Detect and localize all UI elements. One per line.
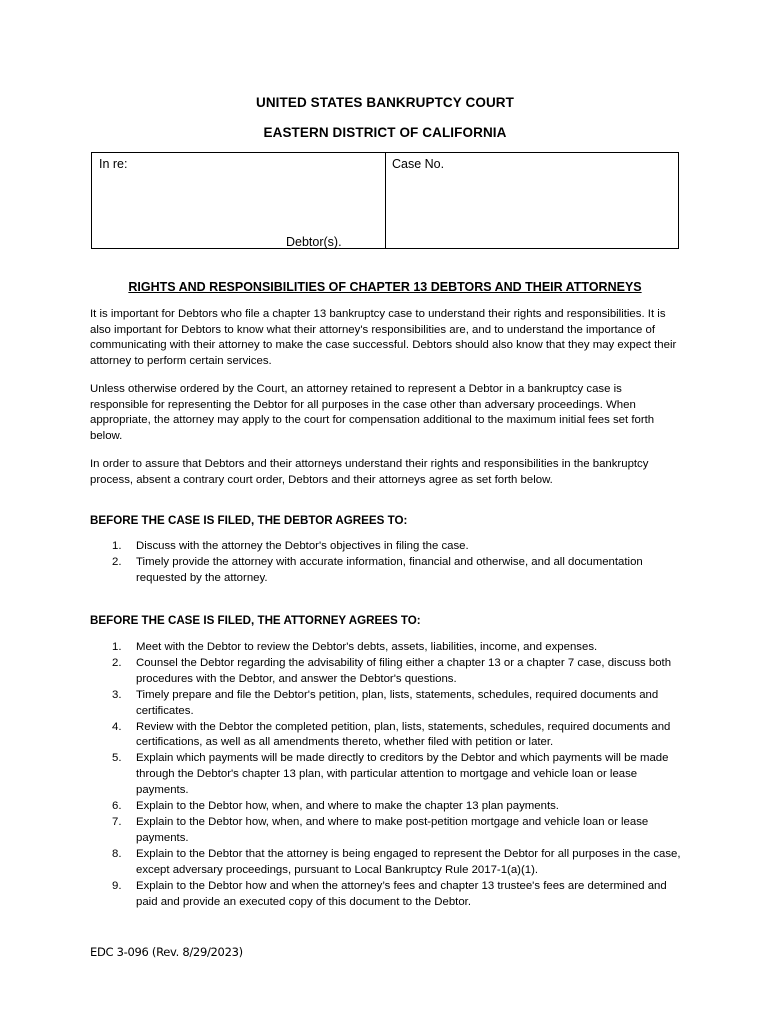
- list-item: 2. Counsel the Debtor regarding the advisability of filing either a chapter 13 or a chapter 7 case, discuss both procedures with the Debtor, and answer the Debtor's questions.: [112, 656, 672, 685]
- list-item: 5. Explain which payments will be made directly to creditors by the Debtor and which payments will be made through the Debtor's chapter 13 plan, with particular attention to mortgage and vehicle loan or lease payments.: [112, 752, 669, 797]
- list-item-text: Explain to the Debtor how and when the attorney’s fees and chapter 13 trustee's fees are determined and paid and provide an executed copy of this document to the Debtor.: [136, 879, 667, 908]
- list-item: 1. Discuss with the attorney the Debtor's objectives in filing the case.: [112, 540, 469, 552]
- attorney-obligations-list: [90, 640, 682, 910]
- list-item-text: Timely prepare and file the Debtor's petition, plan, lists, statements, schedules, required documents and certificates.: [136, 688, 659, 717]
- list-item-text: Explain which payments will be made directly to creditors by the Debtor and which payments will be made through the Debtor's chapter 13 plan, with particular attention to mortgage and vehicle loan or lease payments.: [136, 752, 669, 797]
- list-item-text: Counsel the Debtor regarding the advisability of filing either a chapter 13 or a chapter 7 case, discuss both procedures with the Debtor, and answer the Debtor's questions.: [136, 656, 672, 685]
- list-item: 3. Timely prepare and file the Debtor's petition, plan, lists, statements, schedules, required documents and certificates.: [112, 688, 659, 717]
- form-revision-footer: EDC 3-096 (Rev. 8/29/2023): [90, 945, 243, 959]
- list-item: 9. Explain to the Debtor how and when the attorney’s fees and chapter 13 trustee's fees are determined and paid and provide an executed copy of this document to the Debtor.: [112, 879, 667, 908]
- list-item: 1. Meet with the Debtor to review the Debtor's debts, assets, liabilities, income, and expenses.: [112, 641, 598, 653]
- debtor-section-heading: BEFORE THE CASE IS FILED, THE DEBTOR AGREES TO:: [90, 514, 408, 527]
- agreement-paragraph: In order to assure that Debtors and their attorneys understand their rights and responsibilities in the bankruptcy process, absent a contrary court order, Debtors and their attorneys agree as set forth below.: [90, 458, 649, 486]
- list-item-text: Timely provide the attorney with accurate information, financial and otherwise, and all documentation requested by the attorney.: [136, 555, 643, 584]
- list-item: 8. Explain to the Debtor that the attorney is being engaged to represent the Debtor for all purposes in the case, except adversary proceedings, pursuant to Local Bankruptcy Rule 2017-1(a)(1).: [112, 847, 681, 876]
- in-re-label: In re:: [99, 157, 128, 171]
- document-title: RIGHTS AND RESPONSIBILITIES OF CHAPTER 13 DEBTORS AND THEIR ATTORNEYS: [128, 280, 642, 294]
- list-item-text: Explain to the Debtor that the attorney is being engaged to represent the Debtor for all purposes in the case, except adversary proceedings, pursuant to Local Bankruptcy Rule 2017-1(a)(1).: [136, 847, 681, 876]
- attorney-section-heading: BEFORE THE CASE IS FILED, THE ATTORNEY AGREES TO:: [90, 614, 421, 627]
- intro-paragraph: It is important for Debtors who file a chapter 13 bankruptcy case to understand their rights and responsibilities. It is also important for Debtors to know what their attorney's responsibilities are, and to understand the importance of communicating with their attorney to make the case successful. Debtors should also know that they may expect their attorney to perform certain services.: [90, 308, 677, 367]
- court-name: UNITED STATES BANKRUPTCY COURT: [255, 95, 514, 110]
- list-item: 6. Explain to the Debtor how, when, and where to make the chapter 13 plan payments.: [112, 800, 559, 813]
- list-item: 4. Review with the Debtor the completed petition, plan, lists, statements, schedules, required documents and certifications, as well as all amendments thereto, whether filed with petition or later.: [112, 720, 671, 749]
- case-number-label: Case No.: [392, 157, 445, 171]
- list-item-text: Meet with the Debtor to review the Debtor's debts, assets, liabilities, income, and expenses.: [136, 641, 598, 653]
- debtors-label: Debtor(s).: [286, 235, 342, 249]
- list-item-text: Review with the Debtor the completed petition, plan, lists, statements, schedules, required documents and certifications, as well as all amendments thereto, whether filed with petition or later.: [136, 720, 671, 749]
- caption-divider: [385, 153, 386, 248]
- case-caption-box: [91, 152, 679, 249]
- list-item-text: Explain to the Debtor how, when, and where to make the chapter 13 plan payments.: [136, 800, 559, 813]
- court-district: EASTERN DISTRICT OF CALIFORNIA: [263, 125, 507, 140]
- list-item: 2. Timely provide the attorney with accurate information, financial and otherwise, and all documentation requested by the attorney.: [112, 555, 643, 584]
- representation-paragraph: Unless otherwise ordered by the Court, an attorney retained to represent a Debtor in a bankruptcy case is responsible for representing the Debtor for all purposes in the case other than adversary proceedings. When appropriate, the attorney may apply to the court for compensation additional to the maximum initial fees set forth below.: [90, 383, 655, 442]
- list-item-text: Discuss with the attorney the Debtor's objectives in filing the case.: [136, 540, 469, 552]
- debtor-obligations-list: [90, 539, 682, 587]
- list-item-text: Explain to the Debtor how, when, and where to make post-petition mortgage and vehicle loan or lease payments.: [136, 815, 649, 844]
- list-item: 7. Explain to the Debtor how, when, and where to make post-petition mortgage and vehicle loan or lease payments.: [112, 815, 649, 844]
